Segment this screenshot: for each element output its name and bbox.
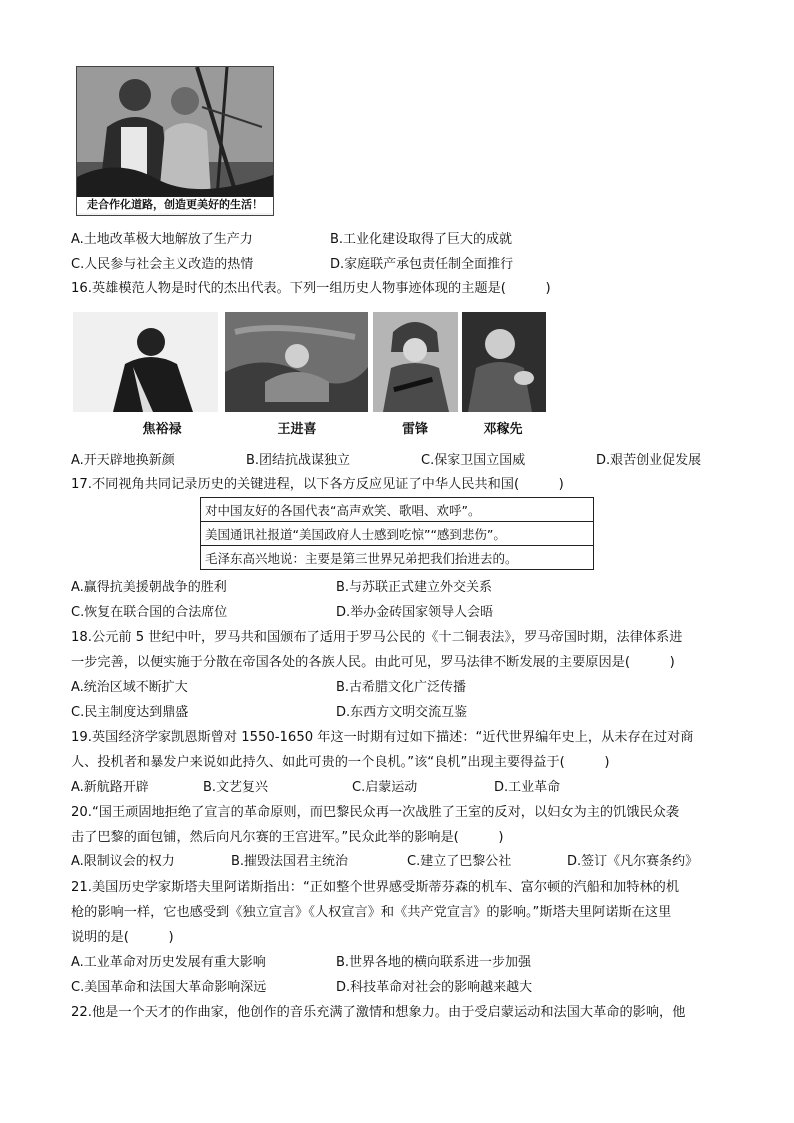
- q21-option-b: B.世界各地的横向联系进一步加强: [336, 955, 532, 970]
- q22-stem-line1: 22.他是一个天才的作曲家，他创作的音乐充满了激情和想象力。由于受启蒙运动和法国大革命的影响，他: [71, 1005, 686, 1020]
- q15-option-d: D.家庭联产承包责任制全面推行: [330, 257, 514, 272]
- q17-table-row: 美国通讯社报道“美国政府人士感到吃惊”“感到悲伤”。: [201, 522, 594, 546]
- q16-stem: 16.英雄模范人物是时代的杰出代表。下列一组历史人物事迹体现的主题是( ): [71, 281, 551, 296]
- q20-option-c: C.建立了巴黎公社: [407, 854, 512, 869]
- photo-label-jiao-yulu: 焦裕禄: [142, 422, 182, 437]
- q19-option-b: B.文艺复兴: [203, 780, 269, 795]
- photo-label-wang-jinxi: 王进喜: [277, 422, 317, 437]
- q15-option-b: B.工业化建设取得了巨大的成就: [330, 232, 513, 247]
- q17-table-row: 毛泽东高兴地说：主要是第三世界兄弟把我们抬进去的。: [201, 546, 594, 570]
- q17-option-c: C.恢复在联合国的合法席位: [71, 605, 228, 620]
- q21-stem-line1: 21.美国历史学家斯塔夫里阿诺斯指出：“正如整个世界感受斯蒂芬森的机车、富尔顿的汽船和加特林的机: [71, 880, 680, 895]
- q16-option-c: C.保家卫国立国威: [421, 453, 526, 468]
- q18-stem-line1: 18.公元前 5 世纪中叶，罗马共和国颁布了适用于罗马公民的《十二铜表法》，罗马帝国时期，法律体系进: [71, 630, 683, 645]
- q15-option-a: A.土地改革极大地解放了生产力: [71, 232, 253, 247]
- q21-option-a: A.工业革命对历史发展有重大影响: [71, 955, 266, 970]
- q19-stem-line2: 人、投机者和暴发户来说如此持久、如此可贵的一个良机。”该“良机”出现主要得益于( ): [71, 755, 610, 770]
- q17-table-row: 对中国友好的各国代表“高声欢笑、歌唱、欢呼”。: [201, 498, 594, 522]
- photo-wang-jinxi: [225, 312, 368, 412]
- q17-option-d: D.举办金砖国家领导人会晤: [336, 605, 494, 620]
- q20-stem-line1: 20.“国王顽固地拒绝了宣言的革命原则，而巴黎民众再一次战胜了王室的反对，以妇女为主的饥饿民众袭: [71, 805, 680, 820]
- q20-option-a: A.限制议会的权力: [71, 854, 175, 869]
- photo-label-deng-jiaxian: 邓稼先: [483, 422, 523, 437]
- q21-option-d: D.科技革命对社会的影响越来越大: [336, 980, 533, 995]
- q19-option-a: A.新航路开辟: [71, 780, 149, 795]
- q18-option-b: B.古希腊文化广泛传播: [336, 680, 467, 695]
- poster-caption: 走合作化道路，创造更美好的生活！: [77, 197, 273, 213]
- q16-option-d: D.艰苦创业促发展: [596, 453, 702, 468]
- q17-reaction-table: [200, 497, 594, 570]
- photo-jiao-yulu: [73, 312, 218, 412]
- q20-option-b: B.摧毁法国君主统治: [231, 854, 349, 869]
- q21-option-c: C.美国革命和法国大革命影响深远: [71, 980, 267, 995]
- q16-option-a: A.开天辟地换新颜: [71, 453, 175, 468]
- q19-option-d: D.工业革命: [494, 780, 561, 795]
- q19-option-c: C.启蒙运动: [352, 780, 418, 795]
- q18-stem-line2: 一步完善，以便实施于分散在帝国各处的各族人民。由此可见，罗马法律不断发展的主要原因是( ): [71, 655, 675, 670]
- cooperative-poster-image: [76, 66, 274, 216]
- q19-stem-line1: 19.英国经济学家凯恩斯曾对 1550-1650 年这一时期有过如下描述：“近代世界编年史上，从未存在过对商: [71, 730, 694, 745]
- q18-option-a: A.统治区域不断扩大: [71, 680, 188, 695]
- photo-deng-jiaxian: [462, 312, 546, 412]
- photo-label-lei-feng: 雷锋: [401, 422, 428, 437]
- q16-option-b: B.团结抗战谋独立: [246, 453, 351, 468]
- q20-stem-line2: 击了巴黎的面包铺，然后向凡尔赛的王宫进军。”民众此举的影响是( ): [71, 830, 504, 845]
- q17-option-b: B.与苏联正式建立外交关系: [336, 580, 493, 595]
- q21-stem-line2: 枪的影响一样，它也感受到《独立宣言》《人权宣言》和《共产党宣言》的影响。”斯塔夫里阿诺斯在这里: [71, 905, 672, 920]
- q18-option-d: D.东西方文明交流互鉴: [336, 705, 468, 720]
- q21-stem-line3: 说明的是( ): [71, 930, 174, 945]
- q15-option-c: C.人民参与社会主义改造的热情: [71, 257, 254, 272]
- q17-option-a: A.赢得抗美援朝战争的胜利: [71, 580, 227, 595]
- photo-lei-feng: [373, 312, 458, 412]
- q17-stem: 17.不同视角共同记录历史的关键进程，以下各方反应见证了中华人民共和国( ): [71, 477, 564, 492]
- q18-option-c: C.民主制度达到鼎盛: [71, 705, 189, 720]
- q20-option-d: D.签订《凡尔赛条约》: [567, 854, 699, 869]
